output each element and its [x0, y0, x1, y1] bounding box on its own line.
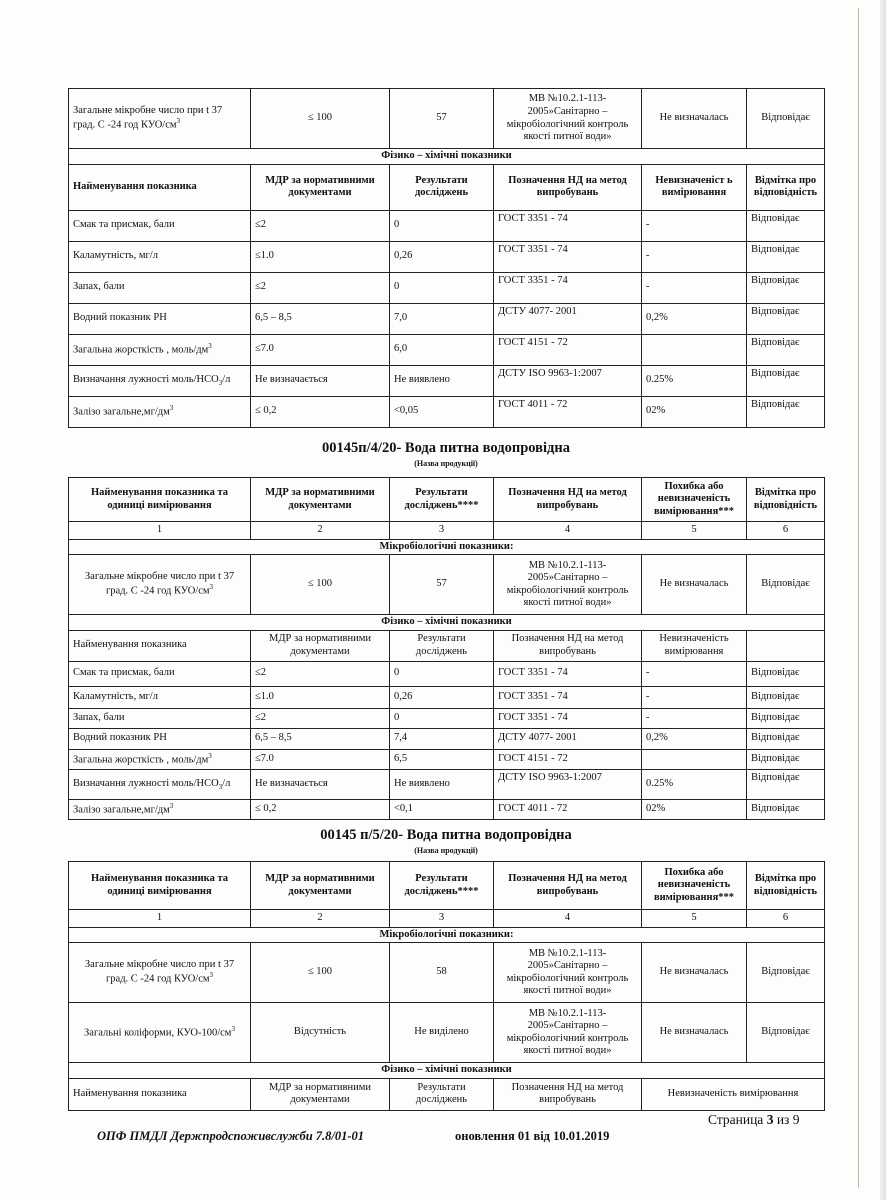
- col-header: Похибка або невизначеність вимірювання***: [642, 862, 747, 910]
- cell: -: [642, 686, 747, 708]
- cell: 7,4: [390, 728, 494, 749]
- coli-compliance: Відповідає: [747, 1003, 825, 1063]
- cell: ГОСТ 4011 - 72: [494, 396, 642, 427]
- table-header-row: [69, 164, 825, 210]
- section-title: Фізико – хімічні показники: [69, 149, 825, 165]
- cell: Каламутність, мг/л: [69, 686, 251, 708]
- col-header: Похибка або невизначеність вимірювання***: [642, 478, 747, 522]
- page-total: из 9: [776, 1112, 800, 1127]
- column-number-row: [69, 910, 825, 928]
- cell: 0.25%: [642, 769, 747, 799]
- cell: 0,2%: [642, 728, 747, 749]
- cell: Відповідає: [747, 241, 825, 272]
- cell: ГОСТ 3351 - 74: [494, 210, 642, 241]
- cell: Не визначається: [251, 769, 390, 799]
- cell: [642, 334, 747, 365]
- section-title: Мікробіологічні показники:: [69, 539, 825, 555]
- cell: Водний показник РН: [69, 303, 251, 334]
- table-row: [69, 334, 825, 365]
- table-row: [69, 303, 825, 334]
- footer-doc-code: ОПФ ПМДЛ Держпродспоживслужби 7.8/01-01: [97, 1129, 365, 1143]
- col-header: МДР за нормативними документами: [251, 1078, 390, 1110]
- table-row: [69, 365, 825, 396]
- cell: ≤2: [251, 661, 390, 686]
- cell: Відповідає: [747, 728, 825, 749]
- col-header: Відмітка про відповідність: [747, 862, 825, 910]
- tmc-name: Загальне мікробне число при t 37 град. С -24 год КУО/$см^3$: [69, 89, 251, 149]
- cell: ≤ 0,2: [251, 799, 390, 819]
- results-table-1: [68, 88, 825, 428]
- results-table-3: [68, 861, 825, 1111]
- col-header: Невизначеність вимірювання: [642, 1078, 825, 1110]
- cell: ДСТУ 4077- 2001: [494, 728, 642, 749]
- tmc-compliance: Відповідає: [747, 555, 825, 615]
- tmc-name: Загальне мікробне число при t 37 град. С -24 год КУО/$см^3$: [69, 555, 251, 615]
- col-header: Найменування показника: [69, 1078, 251, 1110]
- cell: ≤2: [251, 210, 390, 241]
- table-row: [69, 89, 825, 149]
- tmc-method: МВ №10.2.1-113-2005»Санітарно – мікробіологічний контроль якості питної води»: [494, 89, 642, 149]
- col-header: МДР за нормативними документами: [251, 164, 390, 210]
- table-row: [69, 555, 825, 615]
- cell: ГОСТ 3351 - 74: [494, 708, 642, 728]
- table-row: [69, 769, 825, 799]
- tmc-norm: ≤ 100: [251, 943, 390, 1003]
- col-header: МДР за нормативними документами: [251, 862, 390, 910]
- cell: 0: [390, 661, 494, 686]
- cell: 6,5 – 8,5: [251, 728, 390, 749]
- cell: Відповідає: [747, 749, 825, 769]
- cell: -: [642, 661, 747, 686]
- cell: ГОСТ 3351 - 74: [494, 686, 642, 708]
- cell: Каламутність, мг/л: [69, 241, 251, 272]
- cell: ГОСТ 4011 - 72: [494, 799, 642, 819]
- col-header: Невизначеність вимірювання: [642, 630, 747, 661]
- section-title: Фізико – хімічні показники: [69, 615, 825, 631]
- tmc-compliance: Відповідає: [747, 89, 825, 149]
- col-header: [747, 630, 825, 661]
- table-header-row: [69, 1078, 825, 1110]
- cell: Не визначається: [251, 365, 390, 396]
- cell: ГОСТ 3351 - 74: [494, 241, 642, 272]
- cell: Смак та присмак, бали: [69, 661, 251, 686]
- cell: Відповідає: [747, 210, 825, 241]
- cell: 02%: [642, 396, 747, 427]
- col-number: 4: [494, 522, 642, 540]
- cell: 0,26: [390, 686, 494, 708]
- table-header-row: [69, 630, 825, 661]
- cell: Відповідає: [747, 303, 825, 334]
- col-header: МДР за нормативними документами: [251, 478, 390, 522]
- col-header: Відмітка про відповідність: [747, 164, 825, 210]
- cell: Відповідає: [747, 661, 825, 686]
- product-subtitle: (Назва продукції): [414, 846, 478, 855]
- table-row: [69, 1003, 825, 1063]
- tmc-method: МВ №10.2.1-113-2005»Санітарно – мікробіологічний контроль якості питної води»: [494, 555, 642, 615]
- tmc-uncertainty: Не визначалась: [642, 555, 747, 615]
- cell: 0,26: [390, 241, 494, 272]
- cell: ДСТУ 4077- 2001: [494, 303, 642, 334]
- tmc-uncertainty: Не визначалась: [642, 943, 747, 1003]
- col-header: Позначення НД на метод випробувань: [494, 630, 642, 661]
- cell: -: [642, 241, 747, 272]
- coli-result: Не виділено: [390, 1003, 494, 1063]
- cell: ≤1.0: [251, 241, 390, 272]
- col-header: Результати досліджень: [390, 630, 494, 661]
- coli-method: МВ №10.2.1-113-2005»Санітарно – мікробіологічний контроль якості питної води»: [494, 1003, 642, 1063]
- col-header: Результати досліджень****: [390, 478, 494, 522]
- cell: ГОСТ 3351 - 74: [494, 272, 642, 303]
- table-row: [69, 686, 825, 708]
- cell: Не виявлено: [390, 769, 494, 799]
- cell: 7,0: [390, 303, 494, 334]
- cell: Водний показник РН: [69, 728, 251, 749]
- cell: Загальна жорсткість , моль/$дм^3$: [69, 749, 251, 769]
- cell: Відповідає: [747, 708, 825, 728]
- cell: 02%: [642, 799, 747, 819]
- col-header: Невизначеніст ь вимірювання: [642, 164, 747, 210]
- cell: Визначання лужності моль/$НСО_3/л$: [69, 365, 251, 396]
- section-title: Мікробіологічні показники:: [69, 927, 825, 943]
- col-number: 3: [390, 910, 494, 928]
- product-subtitle: (Назва продукції): [414, 459, 478, 468]
- col-header: Найменування показника та одиниці вимірювання: [69, 478, 251, 522]
- cell: 0: [390, 210, 494, 241]
- col-number: 2: [251, 910, 390, 928]
- col-number: 5: [642, 522, 747, 540]
- cell: ДСТУ ISO 9963-1:2007: [494, 365, 642, 396]
- cell: ≤1.0: [251, 686, 390, 708]
- tmc-compliance: Відповідає: [747, 943, 825, 1003]
- tmc-norm: ≤ 100: [251, 89, 390, 149]
- scan-fold-line: [858, 8, 859, 1188]
- page-current: 3: [766, 1112, 774, 1127]
- cell: Смак та присмак, бали: [69, 210, 251, 241]
- tmc-uncertainty: Не визначалась: [642, 89, 747, 149]
- section-title: Фізико – хімічні показники: [69, 1063, 825, 1079]
- table-header-row: [69, 862, 825, 910]
- cell: ≤2: [251, 272, 390, 303]
- table-row: [69, 241, 825, 272]
- coli-norm: Відсутність: [251, 1003, 390, 1063]
- product-title: 00145п/4/20- Вода питна водопровідна: [322, 440, 570, 456]
- table-row: [69, 728, 825, 749]
- coli-uncertainty: Не визначалась: [642, 1003, 747, 1063]
- col-header: Результати досліджень: [390, 1078, 494, 1110]
- cell: ≤ 0,2: [251, 396, 390, 427]
- table-header-row: [69, 478, 825, 522]
- cell: ≤7.0: [251, 334, 390, 365]
- col-header: Найменування показника: [69, 630, 251, 661]
- cell: Запах, бали: [69, 708, 251, 728]
- cell: ≤7.0: [251, 749, 390, 769]
- cell: <0,1: [390, 799, 494, 819]
- table-row: [69, 272, 825, 303]
- cell: Відповідає: [747, 769, 825, 799]
- cell: 6,5: [390, 749, 494, 769]
- column-number-row: [69, 522, 825, 540]
- tmc-name: Загальне мікробне число при t 37 град. С -24 год КУО/$см^3$: [69, 943, 251, 1003]
- cell: ДСТУ ISO 9963-1:2007: [494, 769, 642, 799]
- cell: 0: [390, 708, 494, 728]
- tmc-result: 57: [390, 555, 494, 615]
- cell: Відповідає: [747, 365, 825, 396]
- col-header: Позначення НД на метод випробувань: [494, 478, 642, 522]
- cell: 0,2%: [642, 303, 747, 334]
- cell: ГОСТ 4151 - 72: [494, 749, 642, 769]
- cell: ГОСТ 3351 - 74: [494, 661, 642, 686]
- cell: Не виявлено: [390, 365, 494, 396]
- cell: 6,0: [390, 334, 494, 365]
- cell: Відповідає: [747, 799, 825, 819]
- cell: 0: [390, 272, 494, 303]
- cell: Загальна жорсткість , моль/$дм^3$: [69, 334, 251, 365]
- cell: <0,05: [390, 396, 494, 427]
- col-number: 6: [747, 910, 825, 928]
- cell: 6,5 – 8,5: [251, 303, 390, 334]
- col-header: Результати досліджень: [390, 164, 494, 210]
- cell: Відповідає: [747, 686, 825, 708]
- col-header: Позначення НД на метод випробувань: [494, 164, 642, 210]
- col-header: Відмітка про відповідність: [747, 478, 825, 522]
- col-header: Результати досліджень****: [390, 862, 494, 910]
- col-header: Найменування показника: [69, 164, 251, 210]
- col-number: 4: [494, 910, 642, 928]
- coli-name: Загальні коліформи, КУО-$100/см^3$: [69, 1003, 251, 1063]
- cell: -: [642, 272, 747, 303]
- tmc-method: МВ №10.2.1-113-2005»Санітарно – мікробіологічний контроль якості питної води»: [494, 943, 642, 1003]
- cell: -: [642, 708, 747, 728]
- cell: Відповідає: [747, 396, 825, 427]
- results-table-2: [68, 477, 825, 820]
- col-header: Позначення НД на метод випробувань: [494, 862, 642, 910]
- cell: -: [642, 210, 747, 241]
- col-number: 6: [747, 522, 825, 540]
- scan-edge: [880, 0, 886, 1200]
- cell: ГОСТ 4151 - 72: [494, 334, 642, 365]
- col-header: Найменування показника та одиниці вимірювання: [69, 862, 251, 910]
- cell: ≤2: [251, 708, 390, 728]
- tmc-result: 58: [390, 943, 494, 1003]
- page-number: [708, 1112, 800, 1128]
- cell: [642, 749, 747, 769]
- cell: 0.25%: [642, 365, 747, 396]
- cell: Запах, бали: [69, 272, 251, 303]
- col-number: 1: [69, 910, 251, 928]
- col-header: Позначення НД на метод випробувань: [494, 1078, 642, 1110]
- tmc-result: 57: [390, 89, 494, 149]
- col-number: 5: [642, 910, 747, 928]
- col-number: 3: [390, 522, 494, 540]
- table-row: [69, 749, 825, 769]
- tmc-norm: ≤ 100: [251, 555, 390, 615]
- cell: Відповідає: [747, 272, 825, 303]
- table-row: [69, 210, 825, 241]
- footer-revision: оновлення 01 від 10.01.2019: [455, 1129, 610, 1143]
- page-label: Страница: [708, 1112, 764, 1127]
- product-title: 00145 п/5/20- Вода питна водопровідна: [320, 827, 572, 843]
- col-number: 1: [69, 522, 251, 540]
- cell: Визначання лужності моль/$НСО_3/л$: [69, 769, 251, 799]
- cell: Залізо $загальне,мг/дм^3$: [69, 396, 251, 427]
- cell: Відповідає: [747, 334, 825, 365]
- table-row: [69, 943, 825, 1003]
- cell: Залізо $загальне,мг/дм^3$: [69, 799, 251, 819]
- table-row: [69, 708, 825, 728]
- col-number: 2: [251, 522, 390, 540]
- col-header: МДР за нормативними документами: [251, 630, 390, 661]
- table-row: [69, 661, 825, 686]
- table-row: [69, 799, 825, 819]
- table-row: [69, 396, 825, 427]
